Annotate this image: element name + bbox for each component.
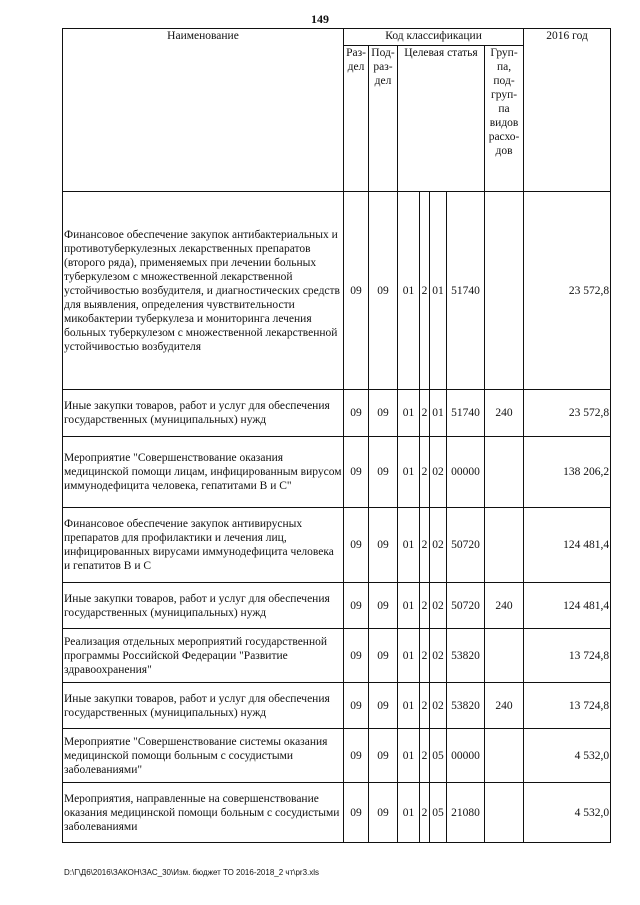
row-cs-subprogram: 2 bbox=[420, 437, 430, 508]
row-amount: 13 724,8 bbox=[524, 683, 611, 729]
table-body bbox=[63, 192, 611, 843]
table-row bbox=[63, 729, 611, 783]
table-header bbox=[63, 29, 611, 192]
row-expense-group: 240 bbox=[485, 583, 524, 629]
row-cs-direction: 53820 bbox=[447, 683, 485, 729]
row-amount: 138 206,2 bbox=[524, 437, 611, 508]
row-cs-program: 01 bbox=[398, 783, 420, 843]
header-target-article: Целевая статья bbox=[398, 46, 485, 192]
header-year: 2016 год bbox=[524, 29, 611, 192]
header-classification: Код классификации bbox=[344, 29, 524, 46]
row-podrazdel: 09 bbox=[369, 390, 398, 437]
row-podrazdel: 09 bbox=[369, 508, 398, 583]
header-expense-group: Груп- па, под- груп- па видов расхо- дов bbox=[485, 46, 524, 192]
row-expense-group bbox=[485, 192, 524, 390]
row-cs-program: 01 bbox=[398, 390, 420, 437]
row-podrazdel: 09 bbox=[369, 783, 398, 843]
row-razdel: 09 bbox=[344, 729, 369, 783]
row-cs-subprogram: 2 bbox=[420, 508, 430, 583]
row-podrazdel: 09 bbox=[369, 629, 398, 683]
row-amount: 124 481,4 bbox=[524, 508, 611, 583]
row-amount: 23 572,8 bbox=[524, 192, 611, 390]
row-name: Реализация отдельных мероприятий государственной программы Российской Федерации "Развитие здравоохранения" bbox=[63, 629, 344, 683]
row-expense-group bbox=[485, 629, 524, 683]
row-cs-direction: 51740 bbox=[447, 390, 485, 437]
row-podrazdel: 09 bbox=[369, 729, 398, 783]
row-cs-event: 05 bbox=[430, 729, 447, 783]
row-cs-direction: 50720 bbox=[447, 508, 485, 583]
row-razdel: 09 bbox=[344, 437, 369, 508]
row-cs-direction: 00000 bbox=[447, 729, 485, 783]
row-expense-group bbox=[485, 783, 524, 843]
row-razdel: 09 bbox=[344, 783, 369, 843]
row-name: Иные закупки товаров, работ и услуг для обеспечения государственных (муниципальных) нужд bbox=[63, 390, 344, 437]
row-amount: 124 481,4 bbox=[524, 583, 611, 629]
row-razdel: 09 bbox=[344, 583, 369, 629]
budget-table bbox=[62, 28, 611, 843]
row-name: Иные закупки товаров, работ и услуг для обеспечения государственных (муниципальных) нужд bbox=[63, 683, 344, 729]
row-cs-event: 02 bbox=[430, 683, 447, 729]
row-cs-direction: 50720 bbox=[447, 583, 485, 629]
row-razdel: 09 bbox=[344, 390, 369, 437]
row-cs-direction: 53820 bbox=[447, 629, 485, 683]
row-cs-program: 01 bbox=[398, 508, 420, 583]
row-razdel: 09 bbox=[344, 508, 369, 583]
table-row bbox=[63, 192, 611, 390]
row-name: Мероприятие "Совершенствование системы оказания медицинской помощи больным с сосудистыми заболеваниями" bbox=[63, 729, 344, 783]
row-cs-event: 01 bbox=[430, 390, 447, 437]
row-amount: 23 572,8 bbox=[524, 390, 611, 437]
row-cs-direction: 21080 bbox=[447, 783, 485, 843]
row-razdel: 09 bbox=[344, 629, 369, 683]
row-podrazdel: 09 bbox=[369, 583, 398, 629]
row-podrazdel: 09 bbox=[369, 437, 398, 508]
row-cs-subprogram: 2 bbox=[420, 629, 430, 683]
table-row bbox=[63, 508, 611, 583]
row-cs-subprogram: 2 bbox=[420, 583, 430, 629]
row-name: Мероприятие "Совершенствование оказания медицинской помощи лицам, инфицированным вирусом иммунодефицита человека, гепатитами В и С" bbox=[63, 437, 344, 508]
row-expense-group: 240 bbox=[485, 683, 524, 729]
table-row bbox=[63, 437, 611, 508]
row-cs-subprogram: 2 bbox=[420, 683, 430, 729]
row-cs-event: 02 bbox=[430, 583, 447, 629]
row-name: Мероприятия, направленные на совершенствование оказания медицинской помощи больным с сосудистыми заболеваниями bbox=[63, 783, 344, 843]
header-razdel: Раз- дел bbox=[344, 46, 369, 192]
row-razdel: 09 bbox=[344, 683, 369, 729]
row-podrazdel: 09 bbox=[369, 683, 398, 729]
row-cs-event: 01 bbox=[430, 192, 447, 390]
row-amount: 4 532,0 bbox=[524, 729, 611, 783]
row-cs-program: 01 bbox=[398, 192, 420, 390]
table-row bbox=[63, 390, 611, 437]
row-cs-event: 02 bbox=[430, 508, 447, 583]
row-amount: 13 724,8 bbox=[524, 629, 611, 683]
table-row bbox=[63, 583, 611, 629]
row-name: Финансовое обеспечение закупок антибактериальных и противотуберкулезных лекарственных препаратов (второго ряда), применяемых при лечении больных туберкулезом с множественной лекарственной устойчивостью возбудителя, и диагностических средств для выявления, определения чувствительности микобактерии туберкулеза и мониторинга лечения больных туберкулезом с множественной лекарственной устойчивостью возбудителя bbox=[63, 192, 344, 390]
table-row bbox=[63, 683, 611, 729]
row-expense-group bbox=[485, 508, 524, 583]
row-amount: 4 532,0 bbox=[524, 783, 611, 843]
header-name: Наименование bbox=[63, 29, 344, 192]
row-cs-event: 02 bbox=[430, 629, 447, 683]
row-cs-direction: 00000 bbox=[447, 437, 485, 508]
row-expense-group: 240 bbox=[485, 390, 524, 437]
row-cs-program: 01 bbox=[398, 683, 420, 729]
row-podrazdel: 09 bbox=[369, 192, 398, 390]
row-cs-direction: 51740 bbox=[447, 192, 485, 390]
row-cs-subprogram: 2 bbox=[420, 390, 430, 437]
row-cs-subprogram: 2 bbox=[420, 783, 430, 843]
row-cs-program: 01 bbox=[398, 729, 420, 783]
table-row bbox=[63, 783, 611, 843]
row-cs-event: 05 bbox=[430, 783, 447, 843]
row-cs-subprogram: 2 bbox=[420, 729, 430, 783]
row-name: Финансовое обеспечение закупок антивирусных препаратов для профилактики и лечения лиц, инфицированных вирусами иммунодефицита человека и гепатитов В и С bbox=[63, 508, 344, 583]
header-podrazdel: Под- раз- дел bbox=[369, 46, 398, 192]
row-cs-program: 01 bbox=[398, 437, 420, 508]
row-cs-event: 02 bbox=[430, 437, 447, 508]
row-cs-program: 01 bbox=[398, 629, 420, 683]
row-cs-subprogram: 2 bbox=[420, 192, 430, 390]
row-razdel: 09 bbox=[344, 192, 369, 390]
row-expense-group bbox=[485, 437, 524, 508]
page-number: 149 bbox=[311, 12, 329, 26]
row-expense-group bbox=[485, 729, 524, 783]
footer-file-path: D:\Г\Д6\2016\ЗАКОН\ЗАС_30\Изм. бюджет ТО 2016-2018_2 чт\pr3.xls bbox=[64, 868, 320, 877]
row-name: Иные закупки товаров, работ и услуг для обеспечения государственных (муниципальных) нужд bbox=[63, 583, 344, 629]
row-cs-program: 01 bbox=[398, 583, 420, 629]
table-row bbox=[63, 629, 611, 683]
